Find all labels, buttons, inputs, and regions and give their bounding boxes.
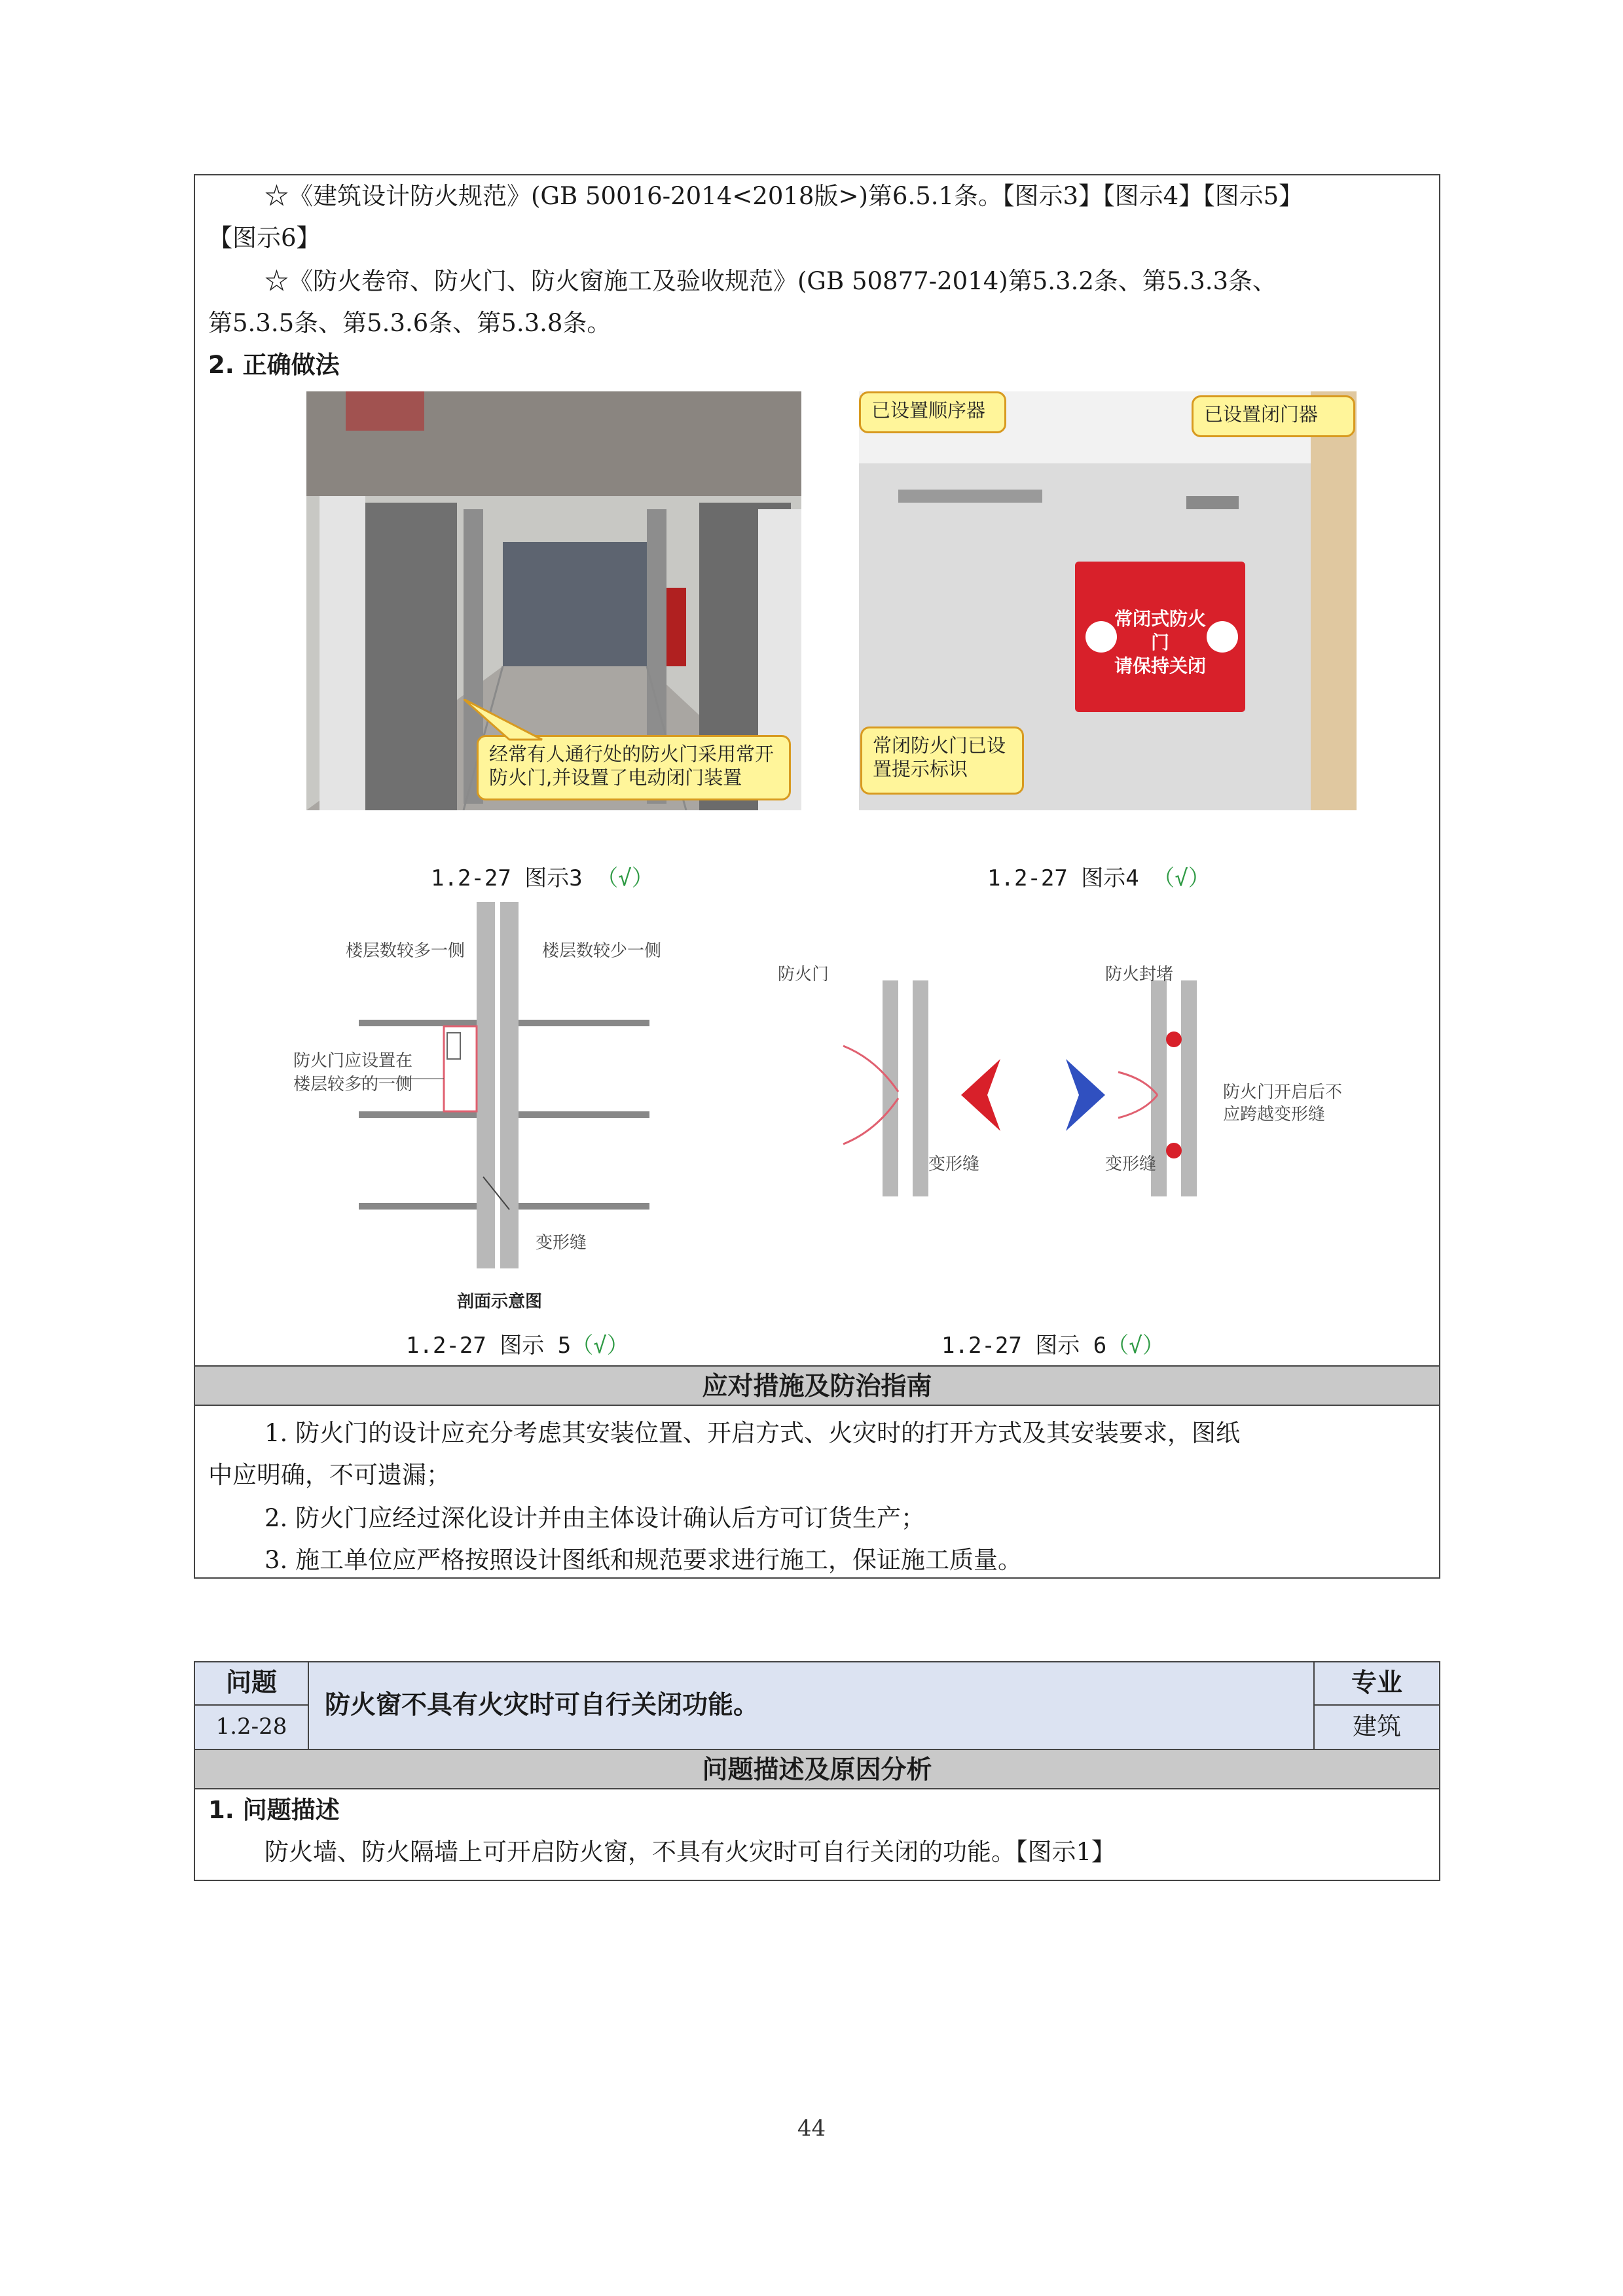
section-correct-practice: [194, 174, 1440, 1579]
label-fire-seal: 防火封堵: [1105, 965, 1174, 984]
desc-title: 1. 问题描述: [208, 1796, 340, 1824]
section-title-correct: 2. 正确做法: [208, 351, 340, 379]
figure-3-callout: 经常有人通行处的防火门采用常开防火门,并设置了电动闭门装置: [477, 735, 791, 800]
check-mark: （√）: [596, 865, 654, 891]
sign-line-2: 请保持关闭: [1114, 655, 1206, 677]
label-joint-left: 变形缝: [928, 1155, 980, 1174]
label-more-floors: 楼层数较多一侧: [346, 941, 465, 961]
issue-label: 问题: [195, 1662, 309, 1706]
callout-pointer: [464, 699, 568, 745]
label-door-note-1: 防火门开启后不: [1223, 1083, 1343, 1102]
check-mark: （√）: [1152, 865, 1211, 891]
check-mark: （√）: [571, 1333, 629, 1359]
reference-line-2: ☆《防火卷帘、防火门、防火窗施工及验收规范》(GB 50877-2014)第5.3.2条、第5.3.3条、: [264, 267, 1277, 295]
figure-3-caption: 1.2-27 图示3 （√）: [431, 865, 654, 891]
guide-item-3: 3. 施工单位应严格按照设计图纸和规范要求进行施工，保证施工质量。: [264, 1546, 1023, 1574]
reference-line-1: ☆《建筑设计防火规范》(GB 50016-2014<2018版>)第6.5.1条。【图示3】【图示4】【图示5】: [264, 182, 1304, 210]
figure-4-photo: [859, 391, 1357, 810]
analysis-header: 问题描述及原因分析: [195, 1749, 1439, 1789]
major-value: 建筑: [1315, 1706, 1439, 1749]
page-number: 44: [797, 2115, 826, 2142]
figure-4-caption: 1.2-27 图示4 （√）: [987, 865, 1211, 891]
desc-text: 防火墙、防火隔墙上可开启防火窗，不具有火灾时可自行关闭的功能。【图示1】: [264, 1838, 1116, 1866]
guide-item-1: 1. 防火门的设计应充分考虑其安装位置、开启方式、火灾时的打开方式及其安装要求，图纸: [264, 1419, 1241, 1447]
guide-item-1b: 中应明确，不可遗漏；: [208, 1461, 450, 1489]
sign-line-1: 常闭式防火门: [1114, 608, 1206, 653]
figure-4-callout-sign: 常闭防火门已设置提示标识: [860, 726, 1024, 795]
label-less-floors: 楼层数较少一侧: [542, 941, 662, 961]
reference-line-2b: 第5.3.5条、第5.3.6条、第5.3.8条。: [208, 309, 611, 337]
fire-door-sign: [1108, 607, 1213, 678]
label-joint: 变形缝: [536, 1233, 587, 1253]
reference-line-1b: 【图示6】: [208, 224, 321, 252]
issue-1-2-28-table: [194, 1661, 1440, 1881]
section-diagram-svg: [280, 902, 830, 1321]
issue-title: 防火窗不具有火灾时可自行关闭功能。: [309, 1662, 1315, 1749]
figure-4-callout-sequencer: 已设置顺序器: [859, 391, 1006, 433]
figure-4-callout-closer: 已设置闭门器: [1192, 395, 1355, 437]
issue-code: 1.2-28: [195, 1706, 309, 1749]
label-door-position-2: 楼层较多的一侧: [293, 1075, 413, 1094]
figure-6-caption: 1.2-27 图示 6（√）: [941, 1333, 1165, 1359]
label-joint-right: 变形缝: [1105, 1155, 1157, 1174]
figure-5-diagram: [280, 902, 830, 1321]
label-section-view: 剖面示意图: [457, 1292, 543, 1312]
guide-header: 应对措施及防治指南: [195, 1365, 1439, 1406]
major-label: 专业: [1315, 1662, 1439, 1706]
label-door-position-1: 防火门应设置在: [293, 1051, 413, 1071]
label-fire-door: 防火门: [778, 965, 830, 984]
figure-6-diagram: [765, 961, 1419, 1255]
label-door-note-2: 应跨越变形缝: [1223, 1105, 1326, 1124]
guide-item-2: 2. 防火门应经过深化设计并由主体设计确认后方可订货生产；: [264, 1504, 926, 1532]
figure-5-caption: 1.2-27 图示 5（√）: [406, 1333, 629, 1359]
figure-3-photo: [306, 391, 801, 810]
check-mark: （√）: [1106, 1333, 1165, 1359]
